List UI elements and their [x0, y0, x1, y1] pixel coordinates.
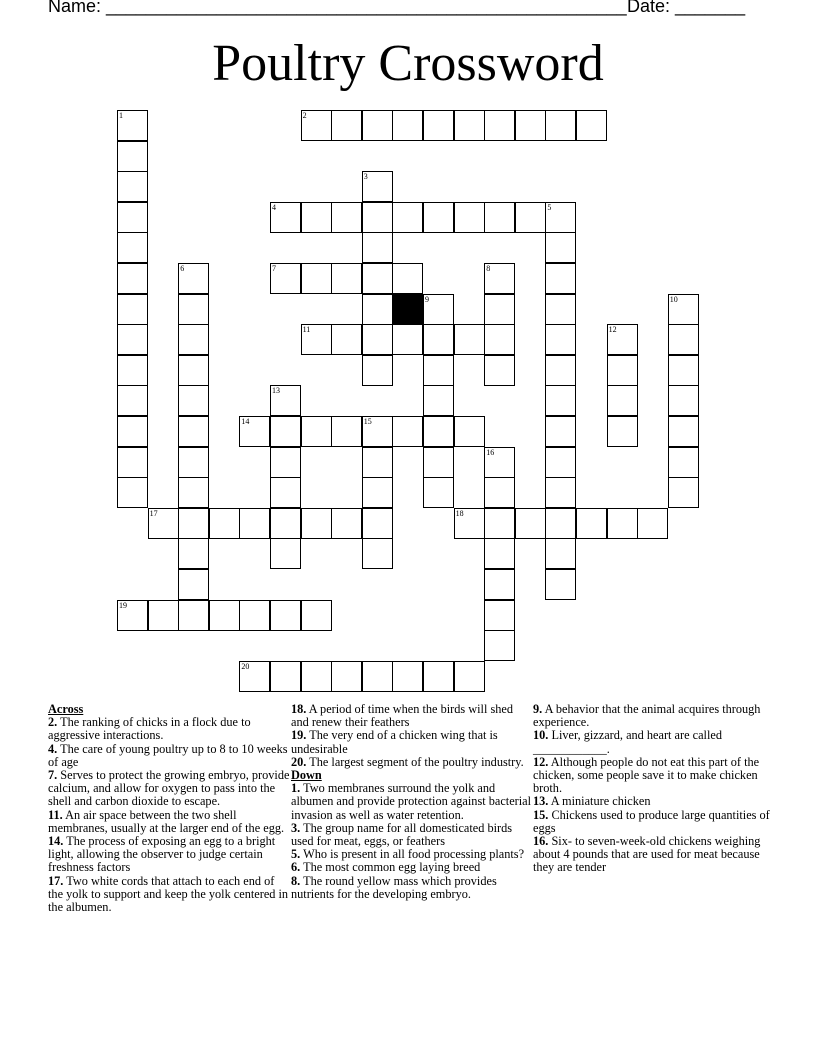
grid-cell[interactable]: [423, 294, 454, 325]
grid-cell[interactable]: [117, 110, 148, 141]
grid-cell[interactable]: [362, 447, 393, 478]
grid-cell[interactable]: [178, 569, 209, 600]
clue-down-5: 5. Who is present in all food processing plants?: [291, 847, 525, 862]
grid-cell[interactable]: [484, 263, 515, 294]
grid-cell[interactable]: [362, 508, 393, 539]
grid-cell[interactable]: [545, 263, 576, 294]
clue-across-7: 7. Serves to protect the growing embryo, provide calcium, and allow for oxygen to pass into the shell and carbon dioxide to escape.: [48, 768, 290, 809]
clues-column-3: [533, 703, 775, 875]
grid-cell[interactable]: [362, 661, 393, 692]
grid-cell[interactable]: [331, 263, 362, 294]
grid-cell[interactable]: [178, 355, 209, 386]
grid-cell[interactable]: [270, 447, 301, 478]
grid-cell[interactable]: [668, 324, 699, 355]
clue-down-1: 1. Two membranes surround the yolk and albumen and provide protection against bacterial invasion as well as water retention.: [291, 781, 532, 822]
black-square: [392, 294, 423, 325]
grid-cell[interactable]: [545, 324, 576, 355]
grid-cell[interactable]: [668, 294, 699, 325]
grid-cell[interactable]: [178, 263, 209, 294]
clue-across-11: 11. An air space between the two shell membranes, usually at the larger end of the egg.: [48, 807, 285, 835]
clue-down-9: 9. A behavior that the animal acquires through experience.: [533, 702, 761, 730]
grid-cell[interactable]: [301, 508, 332, 539]
grid-cell[interactable]: [545, 538, 576, 569]
grid-cell[interactable]: [454, 324, 485, 355]
grid-cell[interactable]: [392, 263, 423, 294]
grid-cell[interactable]: [301, 661, 332, 692]
grid-cell[interactable]: [270, 538, 301, 569]
grid-cell[interactable]: [362, 324, 393, 355]
grid-cell[interactable]: [117, 447, 148, 478]
grid-cell[interactable]: [209, 600, 240, 631]
clues-column-1: [48, 703, 290, 914]
grid-cell[interactable]: [301, 202, 332, 233]
page-title: Poultry Crossword: [212, 35, 604, 92]
grid-cell[interactable]: [239, 661, 270, 692]
grid-cell[interactable]: [117, 600, 148, 631]
clue-across-20: 20. The largest segment of the poultry industry.: [291, 754, 524, 769]
grid-cell[interactable]: [545, 569, 576, 600]
grid-cell[interactable]: [423, 324, 454, 355]
grid-cell[interactable]: [362, 477, 393, 508]
grid-cell[interactable]: [545, 232, 576, 263]
clue-number: 12: [608, 325, 617, 335]
grid-cell[interactable]: [454, 110, 485, 141]
grid-cell[interactable]: [545, 110, 576, 141]
grid-cell[interactable]: [423, 477, 454, 508]
name-field-label: Name: ____________________________________________________: [48, 0, 627, 16]
grid-cell[interactable]: [331, 661, 362, 692]
grid-cell[interactable]: [484, 538, 515, 569]
grid-cell[interactable]: [484, 294, 515, 325]
clue-number: 19: [119, 600, 127, 610]
grid-cell[interactable]: [331, 110, 362, 141]
clue-down-3: 3. The group name for all domesticated birds used for meat, eggs, or feathers: [291, 820, 513, 849]
grid-cell[interactable]: [362, 232, 393, 263]
grid-cell[interactable]: [239, 600, 270, 631]
grid-cell[interactable]: [484, 447, 515, 478]
grid-cell[interactable]: [362, 202, 393, 233]
grid-cell[interactable]: [545, 385, 576, 416]
grid-cell[interactable]: [239, 416, 270, 447]
grid-cell[interactable]: [607, 385, 638, 416]
grid-cell[interactable]: [362, 171, 393, 202]
clue-down-12: 12. Although people do not eat this part of the chicken, some people save it to make chicken broth.: [533, 754, 760, 796]
grid-cell[interactable]: [484, 355, 515, 386]
grid-cell[interactable]: [392, 110, 423, 141]
clue-number: 2: [302, 111, 307, 120]
clue-number: 14: [241, 417, 250, 426]
grid-cell[interactable]: [576, 508, 607, 539]
grid-cell[interactable]: [117, 202, 148, 233]
grid-cell[interactable]: [239, 508, 270, 539]
grid-cell[interactable]: [178, 538, 209, 569]
grid-cell[interactable]: [270, 508, 301, 539]
grid-cell[interactable]: [117, 477, 148, 508]
grid-cell[interactable]: [454, 202, 485, 233]
grid-cell[interactable]: [362, 294, 393, 325]
clue-down-6: 6. The most common egg laying breed: [291, 860, 481, 875]
clue-down-8: 8. The round yellow mass which provides nutrients for the developing embryo.: [291, 873, 497, 901]
grid-cell[interactable]: [301, 416, 332, 447]
clue-number: 15: [363, 417, 372, 426]
clue-down-16: 16. Six- to seven-week-old chickens weighing about 4 pounds that are used for meat because they are tender: [533, 834, 761, 875]
grid-cell[interactable]: [545, 416, 576, 447]
grid-cell[interactable]: [301, 110, 332, 141]
clue-number: 4: [272, 202, 276, 212]
clue-number: 16: [486, 447, 495, 457]
date-field-label: Date: _______: [627, 0, 746, 16]
clue-across-4: 4. The care of young poultry up to 8 to 10 weeks of age: [48, 741, 288, 769]
grid-cell[interactable]: [637, 508, 668, 539]
down-heading: Down: [291, 768, 322, 783]
clue-number: 9: [425, 294, 429, 304]
grid-cell[interactable]: [301, 263, 332, 294]
grid-cell[interactable]: [178, 294, 209, 325]
clue-down-10: 10. Liver, gizzard, and heart are called ____________.: [533, 728, 722, 756]
grid-cell[interactable]: [484, 202, 515, 233]
grid-cell[interactable]: [484, 508, 515, 539]
grid-cell[interactable]: [607, 324, 638, 355]
grid-cell[interactable]: [270, 600, 301, 631]
grid-cell[interactable]: [270, 202, 301, 233]
clue-number: 18: [455, 508, 464, 518]
grid-cell[interactable]: [301, 324, 332, 355]
grid-cell[interactable]: [301, 600, 332, 631]
grid-cell[interactable]: [270, 385, 301, 416]
grid-cell[interactable]: [331, 202, 362, 233]
clue-number: 8: [486, 264, 491, 273]
grid-cell[interactable]: [117, 355, 148, 386]
grid-cell[interactable]: [454, 508, 485, 539]
grid-cell[interactable]: [362, 538, 393, 569]
grid-cell[interactable]: [515, 110, 546, 141]
grid-cell[interactable]: [270, 263, 301, 294]
grid-cell[interactable]: [362, 416, 393, 447]
grid-cell[interactable]: [392, 202, 423, 233]
clue-number: 17: [149, 508, 158, 518]
grid-cell[interactable]: [423, 661, 454, 692]
clue-number: 20: [241, 661, 250, 671]
grid-cell[interactable]: [117, 324, 148, 355]
grid-cell[interactable]: [148, 600, 179, 631]
grid-cell[interactable]: [362, 263, 393, 294]
clue-number: 10: [669, 294, 678, 304]
grid-cell[interactable]: [423, 447, 454, 478]
clue-across-18: 18. A period of time when the birds will shed and renew their feathers: [291, 702, 514, 730]
grid-cell[interactable]: [607, 508, 638, 539]
grid-cell[interactable]: [668, 355, 699, 386]
grid-cell[interactable]: [668, 477, 699, 508]
grid-cell[interactable]: [484, 324, 515, 355]
clue-number: 13: [272, 386, 280, 396]
grid-cell[interactable]: [668, 447, 699, 478]
grid-cell[interactable]: [270, 477, 301, 508]
grid-cell[interactable]: [392, 324, 423, 355]
grid-cell[interactable]: [331, 508, 362, 539]
clue-number: 3: [363, 172, 368, 182]
grid-cell[interactable]: [423, 110, 454, 141]
clue-number: 6: [180, 264, 185, 273]
grid-cell[interactable]: [178, 508, 209, 539]
clue-number: 7: [272, 264, 276, 273]
grid-cell[interactable]: [484, 477, 515, 508]
grid-cell[interactable]: [392, 416, 423, 447]
clue-across-2: 2. The ranking of chicks in a flock due to aggressive interactions.: [48, 715, 251, 743]
grid-cell[interactable]: [484, 630, 515, 661]
grid-cell[interactable]: [392, 661, 423, 692]
clue-number: 1: [119, 111, 123, 120]
grid-cell[interactable]: [545, 202, 576, 233]
grid-cell[interactable]: [423, 385, 454, 416]
grid-cell[interactable]: [515, 202, 546, 233]
grid-cell[interactable]: [117, 385, 148, 416]
grid-cell[interactable]: [545, 294, 576, 325]
grid-cell[interactable]: [484, 110, 515, 141]
grid-cell[interactable]: [148, 508, 179, 539]
grid-cell[interactable]: [178, 600, 209, 631]
grid-cell[interactable]: [362, 355, 393, 386]
clue-across-17: 17. Two white cords that attach to each end of the yolk to support and keep the yolk centered in the albumen.: [48, 873, 289, 915]
grid-cell[interactable]: [178, 324, 209, 355]
grid-cell[interactable]: [576, 110, 607, 141]
grid-cell[interactable]: [117, 141, 148, 172]
grid-cell[interactable]: [178, 416, 209, 447]
grid-cell[interactable]: [607, 416, 638, 447]
across-heading: Across: [48, 702, 84, 716]
grid-cell[interactable]: [178, 477, 209, 508]
clue-across-14: 14. The process of exposing an egg to a bright light, allowing the observer to judge certain freshness factors: [48, 834, 276, 875]
grid-cell[interactable]: [545, 508, 576, 539]
grid-cell[interactable]: [484, 569, 515, 600]
grid-cell[interactable]: [545, 355, 576, 386]
grid-cell[interactable]: [423, 416, 454, 447]
grid-cell[interactable]: [454, 416, 485, 447]
grid-cell[interactable]: [515, 508, 546, 539]
grid-cell[interactable]: [423, 202, 454, 233]
grid-cell[interactable]: [545, 447, 576, 478]
grid-cell[interactable]: [270, 661, 301, 692]
grid-cell[interactable]: [423, 355, 454, 386]
grid-cell[interactable]: [270, 416, 301, 447]
grid-cell[interactable]: [117, 171, 148, 202]
clue-down-13: 13. A miniature chicken: [533, 794, 651, 809]
clues-column-2: [291, 703, 533, 901]
grid-cell[interactable]: [178, 447, 209, 478]
grid-cell[interactable]: [117, 232, 148, 263]
grid-cell[interactable]: [331, 416, 362, 447]
grid-cell[interactable]: [178, 385, 209, 416]
grid-cell[interactable]: [117, 416, 148, 447]
grid-cell[interactable]: [454, 661, 485, 692]
grid-cell[interactable]: [362, 110, 393, 141]
grid-cell[interactable]: [668, 416, 699, 447]
grid-cell[interactable]: [607, 355, 638, 386]
clue-across-19: 19. The very end of a chicken wing that is undesirable: [291, 728, 498, 756]
grid-cell[interactable]: [209, 508, 240, 539]
clue-number: 11: [302, 325, 311, 335]
grid-cell[interactable]: [668, 385, 699, 416]
grid-cell[interactable]: [484, 600, 515, 631]
grid-cell[interactable]: [331, 324, 362, 355]
grid-cell[interactable]: [117, 263, 148, 294]
clue-number: 5: [547, 202, 552, 212]
grid-cell[interactable]: [545, 477, 576, 508]
grid-cell[interactable]: [117, 294, 148, 325]
clue-down-15: 15. Chickens used to produce large quantities of eggs: [533, 807, 770, 835]
